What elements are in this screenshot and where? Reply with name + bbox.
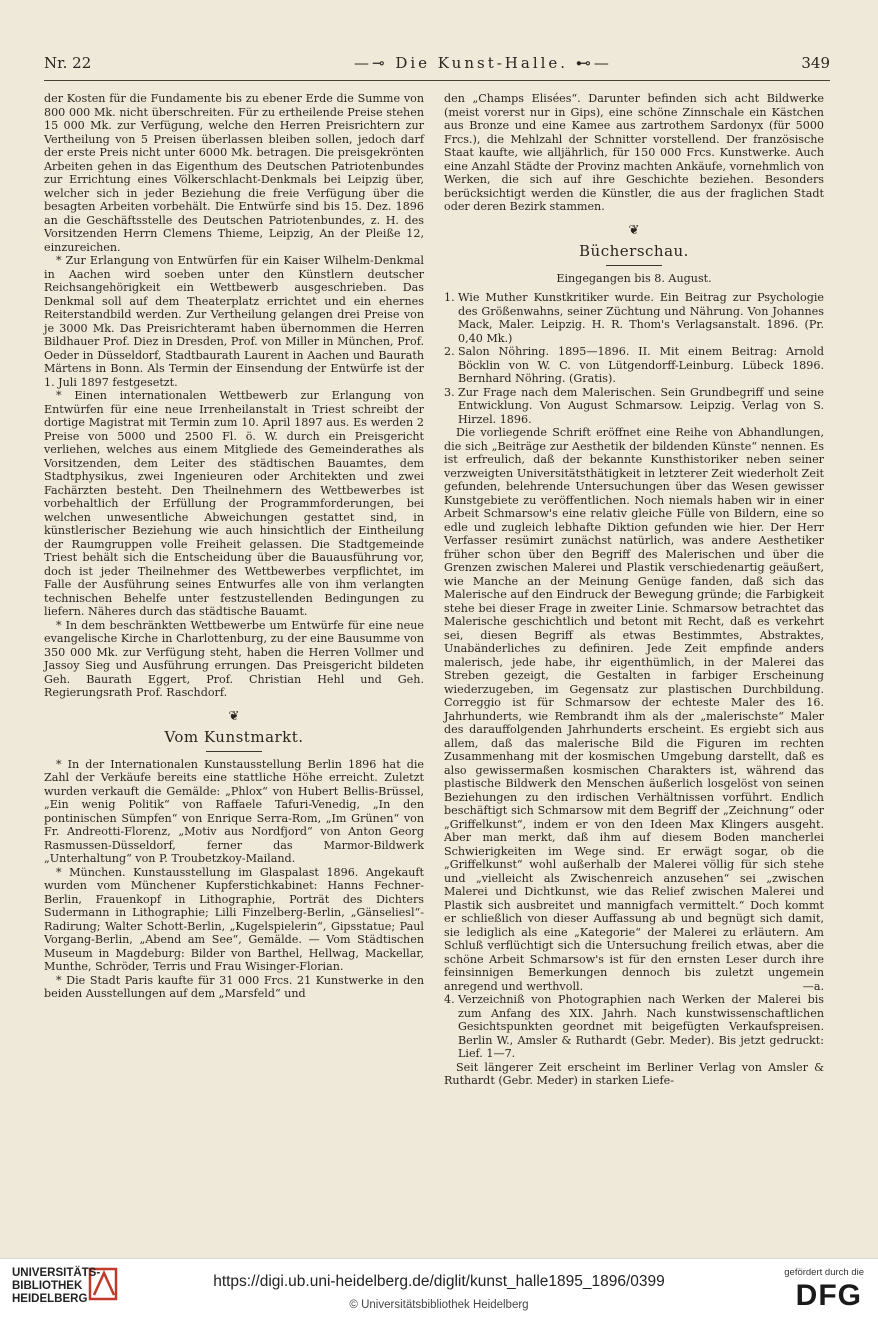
section-heading-kunstmarkt: Vom Kunstmarkt. <box>164 728 304 746</box>
item-text: Zur Frage nach dem Malerischen. Sein Grundbegriff und seine Entwicklung. Von August Schmarsow. Leipzig. Verlag von S. Hirzel. 1896. <box>458 385 824 426</box>
review-paragraph <box>444 426 824 993</box>
paragraph: der Kosten für die Fundamente bis zu ebener Erde die Summe von 800 000 Mk. nicht überschreiten. Für zu ertheilende Preise stehen 15 000 Mk. zur Verfügung, welche den Herren Preisrichtern zur Vertheilung von 5 Preisen überlassen bleiben sollen, jedoch darf der erste Preis nicht unter 6000 Mk. betragen. Die preisgekrönten Arbeiten gehen in das Eigenthum des Deutschen Patriotenbundes zur Errichtung eines Völkerschlacht-Denkmals bei Leipzig über, welcher sich in jeder Beziehung die freie Verfügung über die besagten Arbeiten vorbehält. Die Entwürfe sind bis 15. Dez. 1896 an die Geschäftsstelle des Deutschen Patriotenbundes, z. H. des Vorsitzenden Herrn Clemens Thieme, Leipzig, An der Pleiße 12, einzureichen. <box>44 92 424 254</box>
item-text: Wie Muther Kunstkritiker wurde. Ein Beitrag zur Psychologie des Größenwahns, seiner Züchtung und Nährung. Von Johannes Mack, Maler. Leipzig. H. R. Thom's Verlagsanstalt. 1896. (Pr. 0,40 Mk.) <box>458 291 824 345</box>
section-rule <box>206 751 262 752</box>
journal-title: —⊸ Die Kunst-Halle. ⊷— <box>354 54 612 72</box>
book-item <box>444 386 824 427</box>
library-name[interactable]: UNIVERSITÄTS- BIBLIOTHEK HEIDELBERG <box>12 1267 101 1305</box>
review-text: Die vorliegende Schrift eröffnet eine Reihe von Abhandlungen, die sich „Beiträge zur Aesthetik der bildenden Künste“ nennen. Es ist erfreulich, daß der bekannte Kunsthistoriker neben seiner verzweigten Universitätsthätigkeit in letzterer Zeit wiederholt Zeit gefunden, belehrende Untersuchungen über das Wesen gewisser Kunstgebiete zu veröffentlichen. Noch niemals haben wir in einer Arbeit Schmarsow's eine relativ gleiche Fülle von Bildern, eine so edle und zugleich lebhafte Diktion gefunden wie hier. Der Herr Verfasser resümirt zunächst natürlich, was andere Aesthetiker früher schon über den Begriff des Malerischen und über die Grenzen zwischen Malerei und Plastik verschiedenartig geäußert, wie Manche an der Meinung Genüge fanden, daß sich das Malerische auf den Eindruck der Bewegung gründe; die Farbigkeit stehe bei dieser Frage in zweiter Linie. Schmarsow betrachtet das Malerische geschichtlich und betont mit Recht, daß es verkehrt sei, diesen Begriff als etwas Bestimmtes, Abstraktes, Unabänderliches zu definiren. Jede Zeit empfinde anders malerisch, jede habe, ihr eigenthümlich, in der Malerei das Streben gezeigt, die Gestalten in farbiger Erscheinung wiederzugeben, im Gegensatz zur plastischen Durchbildung. Correggio ist für Schmarsow der echteste Maler des 16. Jahrhunderts, wie Rembrandt ihm als der „malerischste“ Maler des darauffolgenden Jahrhunderts erscheint. Es ergiebt sich aus allem, daß das malerische Bild die Figuren im rechten Zusammenhang mit der kosmischen Umgebung darstellt, daß es also gewissermaßen kosmischen Charakters ist, während das plastische Bildwerk den Menschen äußerlich losgelöst von seinen Beziehungen zu den irdischen Verhältnissen vorführt. Endlich beschäftigt sich Schmarsow mit dem Begriff der „Zeichnung“ oder „Griffelkunst“, indem er von den Ideen Max Klingers ausgeht. Aber man merkt, daß ihm auf diesem Boden mancherlei Schwierigkeiten im Wege sind. Er erwägt sogar, ob die „Griffelkunst“ wohl außerhalb der Malerei völlig für sich stehe und „vielleicht als Zwischenreich anzusehen“ sei „zwischen Malerei und Dichtkunst, wie das Relief zwischen Malerei und Plastik sich ausbreitet und mannigfach vermittelt.“ Doch kommt er schließlich von dieser Auffassung ab und begnügt sich damit, sie lediglich als eine „Kategorie“ der Malerei zu erläutern. Am Schluß verflüchtigt sich die Untersuchung freilich etwas, aber die schöne Arbeit Schmarsow's ist für den ernsten Leser durch ihre feinsinnigen Bemerkungen dennoch bis zuletzt ungemein anregend und werthvoll. <box>444 426 824 993</box>
received-note: Eingegangen bis 8. August. <box>556 271 712 285</box>
book-item <box>444 993 824 1061</box>
item-number: 1. <box>444 291 455 304</box>
paragraph: Seit längerer Zeit erscheint im Berliner Verlag von Amsler & Ruthardt (Gebr. Meder) in starken Liefe- <box>444 1060 824 1087</box>
paragraph: * Die Stadt Paris kaufte für 31 000 Frcs. 21 Kunstwerke in den beiden Ausstellungen auf dem „Marsfeld“ und <box>44 973 424 1000</box>
funded-by-label: gefördert durch die <box>784 1267 864 1278</box>
paragraph: den „Champs Elisées“. Darunter befinden sich acht Bildwerke (meist vorerst nur in Gips), eine schöne Zinnschale ein Kästchen aus Bronze und eine Kamee aus zartrothem Sardonyx (für 5000 Frcs.), die Mehlzahl der Schnitter vorstellend. Der französische Staat kaufte, wie alljährlich, für 150 000 Frcs. Kunstwerke. Auch eine Anzahl Städte der Provinz machten Ankäufe, vornehmlich von Werken, die sich auf ihre Geschichte beziehen. Besonders berücksichtigt werden die Künstler, die aus der fraglichen Stadt oder deren Bezirk stammen. <box>444 92 824 213</box>
review-signature: —a. <box>802 979 824 993</box>
viewer-footer <box>0 1258 878 1323</box>
left-column <box>44 92 424 1001</box>
issue-number: Nr. 22 <box>44 54 92 72</box>
paragraph: * Einen internationalen Wettbewerb zur Erlangung von Entwürfen für eine neue Irrenheilanstalt in Triest schreibt der dortige Magistrat mit Termin zum 10. April 1897 aus. Es werden 2 Preise von 5000 und 2500 Fl. ö. W. durch ein Preisgericht verliehen, welches aus einem Mitgliede des Gemeinderathes als Vorsitzenden, dem Leiter des städtischen Bauamtes, dem Stadtphysikus, zwei Ingenieuren oder Architekten und zwei Fachärzten besteht. Den Theilnehmern des Wettbewerbes ist vorbehaltlich der Erfüllung der Programmforderungen, bei welchen unwesentliche Abweichungen gestattet sind, in künstlerischer Beziehung wie auch hinsichtlich der Eintheilung der Raumgruppen volle Freiheit gelassen. Die Stadtgemeinde Triest behält sich die Entscheidung über die Bauausführung vor, doch ist jeder Theilnehmer des Wettbewerbes verpflichtet, im Falle der Ausführung seines Entwurfes alle von ihm verlangten technischen Behelfe unter festzustellenden Bedingungen zu liefern. Näheres durch das städtische Bauamt. <box>44 389 424 618</box>
item-text: Salon Nöhring. 1895—1896. II. Mit einem Beitrag: Arnold Böcklin von W. C. von Lütgendorff-Leinburg. Lübeck 1896. Bernhard Nöhring. (Gratis). <box>458 345 824 385</box>
paragraph: * In dem beschränkten Wettbewerbe um Entwürfe für eine neue evangelische Kirche in Charlottenburg, zu der eine Bausumme von 350 000 Mk. zur Verfügung steht, haben die Herren Vollmer und Jassoy Sieg und Ausführung errungen. Das Preisgericht bildeten Geh. Baurath Eggert, Prof. Christian Hehl und Geh. Regierungsrath Prof. Raschdorf. <box>44 618 424 699</box>
book-item <box>444 345 824 386</box>
copyright-notice: © Universitätsbibliothek Heidelberg <box>349 1299 529 1311</box>
paragraph: * Zur Erlangung von Entwürfen für ein Kaiser Wilhelm-Denkmal in Aachen wird soeben unter den Künstlern deutscher Reichsangehörigkeit ein Wettbewerb ausgeschrieben. Das Denkmal soll auf dem Theaterplatz errichtet und ein ehernes Reiterstandbild werden. Zur Vertheilung gelangen drei Preise von je 3000 Mk. Das Preisrichteramt haben übernommen die Herren Bildhauer Prof. Diez in Dresden, Prof. von Miller in München, Prof. Oeder in Düsseldorf, Stadtbaurath Laurent in Aachen und Baurath Märtens in Bonn. Als Termin der Einsendung der Entwürfe ist der 1. Juli 1897 festgesetzt. <box>44 254 424 389</box>
right-column <box>444 92 824 1088</box>
paragraph: * In der Internationalen Kunstausstellung Berlin 1896 hat die Zahl der Verkäufe bereits eine stattliche Höhe erreicht. Zuletzt wurden verkauft die Gemälde: „Phlox“ von Hubert Bellis-Brüssel, „Ein wenig Politik“ von Raffaele Tafuri-Venedig, „In den pontinischen Sümpfen“ von Enrique Serra-Rom, „Im Grünen“ von Fr. Andreotti-Florenz, „Motiv aus Nordfjord“ von Anton Georg Rasmussen-Düsseldorf, ferner das Marmor-Bildwerk „Unterhaltung“ von P. Troubetzkoy-Mailand. <box>44 757 424 865</box>
dfg-logo[interactable]: DFG <box>795 1279 862 1312</box>
section-rule <box>606 265 662 266</box>
section-heading-buecherschau: Bücherschau. <box>579 242 689 260</box>
paragraph: * München. Kunstausstellung im Glaspalast 1896. Angekauft wurden vom Münchener Kupferstichkabinet: Hanns Fechner-Berlin, Frauenkopf in Lithographie, Porträt des Dichters Sudermann in Lithographie; Lilli Finzelberg-Berlin, „Gänseliesl“-Radirung; Walter Schott-Berlin, „Kugelspielerin“, Gipsstatue; Paul Vorgang-Berlin, „Abend am See“, Gemälde. — Vom Städtischen Museum in Magdeburg: Bilder von Barthel, Hellwag, Mackellar, Munthe, Schröder, Terris und Frau Wisinger-Florian. <box>44 865 424 973</box>
header-rule <box>44 80 830 81</box>
ornament-divider: ❦ <box>628 222 640 238</box>
item-text: Verzeichniß von Photographien nach Werken der Malerei bis zum Anfang des XIX. Jahrh. Nach kunstwissenschaftlichen Gesichtspunkten geordnet mit beigefügten Verkaufspreisen. Berlin W., Amsler & Ruthardt (Gebr. Meder). Bis jetzt gedruckt: Lief. 1—7. <box>458 993 824 1060</box>
permalink-url[interactable]: https://digi.ub.uni-heidelberg.de/diglit/kunst_halle1895_1896/0399 <box>213 1273 665 1290</box>
item-number: 2. <box>444 345 455 358</box>
item-number: 4. <box>444 993 455 1006</box>
page-number: 349 <box>801 54 830 72</box>
ornament-divider: ❦ <box>228 708 240 724</box>
item-number: 3. <box>444 385 455 399</box>
page-header <box>44 54 830 78</box>
book-item <box>444 291 824 345</box>
